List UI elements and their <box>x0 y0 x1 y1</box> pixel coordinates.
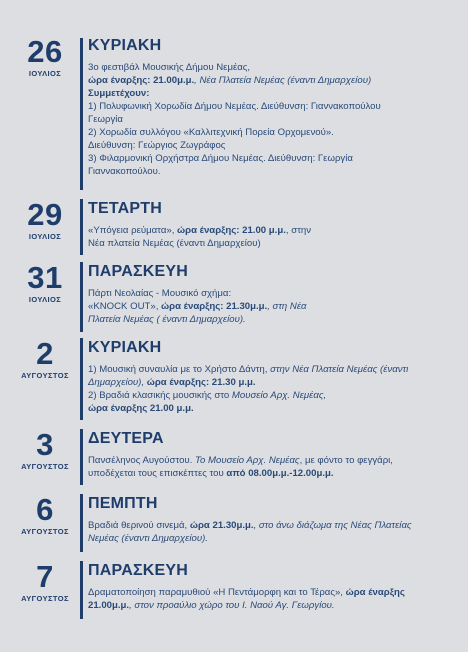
event-day: 6 <box>36 492 54 527</box>
desc-line: Γιαννακοπούλου. <box>88 166 161 177</box>
desc-line: 1) Πολυφωνική Χορωδία Δήμου Νεμέας. Διεύθυνση: Γιαννακοπούλου <box>88 101 381 112</box>
event-content <box>88 561 442 612</box>
event-day: 26 <box>27 34 63 69</box>
desc-line <box>88 224 442 237</box>
event-title: 1) Μουσική συναυλία με το Χρήστο Δάντη, <box>88 364 271 375</box>
start-time: ώρα έναρξης: 21.30μ.μ. <box>161 301 268 312</box>
venue: , Νέα Πλατεία Νεμέας (έναντι Δημαρχείου) <box>194 75 372 86</box>
event-content <box>88 429 442 480</box>
event-content <box>88 494 442 545</box>
desc-line <box>88 300 442 313</box>
event-content <box>88 262 442 326</box>
venue: Νέα πλατεία Νεμέας (έναντι Δημαρχείου) <box>88 238 261 249</box>
event-weekday: ΠΕΜΠΤΗ <box>88 495 158 512</box>
event-weekday: ΚΥΡΙΑΚΗ <box>88 339 162 356</box>
event-description <box>88 224 442 250</box>
event-weekday: ΚΥΡΙΑΚΗ <box>88 37 162 54</box>
event-month: ΑΥΓΟΥΣΤΟΣ <box>21 371 69 380</box>
desc-line <box>88 376 442 389</box>
desc-line: 3) Φιλαρμονική Ορχήστρα Δήμου Νεμέας. Διεύθυνση: Γεωργία <box>88 153 353 164</box>
divider-bar <box>80 494 83 552</box>
venue: Δημαρχείου), <box>88 377 147 388</box>
desc-text: , με φόντο το φεγγάρι, <box>299 455 393 466</box>
event-day: 31 <box>27 260 63 295</box>
event-content <box>88 199 442 250</box>
event-month: ΑΥΓΟΥΣΤΟΣ <box>21 462 69 471</box>
event-title: Πανσέληνος Αυγούστου. <box>88 455 196 466</box>
event-title: Δραματοποίηση παραμυθιού «Η Πεντάμορφη και το Τέρας», <box>88 587 346 598</box>
desc-line <box>88 586 442 599</box>
event-content <box>88 36 442 178</box>
divider-bar <box>80 262 83 332</box>
event-weekday: ΠΑΡΑΣΚΕΥΗ <box>88 263 189 280</box>
date-block <box>12 429 78 471</box>
event-month: ΙΟΥΛΙΟΣ <box>28 295 62 304</box>
event-description <box>88 363 442 415</box>
divider-bar <box>80 561 83 619</box>
divider-bar <box>80 38 83 190</box>
event-day: 3 <box>36 427 54 462</box>
event-month: ΑΥΓΟΥΣΤΟΣ <box>21 527 69 536</box>
desc-line <box>88 467 442 480</box>
desc-text: , στην <box>285 225 312 236</box>
start-time: ώρα 21.30μ.μ. <box>189 520 254 531</box>
desc-line: Γεωργία <box>88 114 123 125</box>
event-month: ΙΟΥΛΙΟΣ <box>28 69 62 78</box>
desc-line: 2) Χορωδία συλλόγου «Καλλιτεχνική Πορεία Ορχομενού». <box>88 127 334 138</box>
event-day: 2 <box>36 336 54 371</box>
desc-line <box>88 519 442 532</box>
start-time: ώρα έναρξης <box>345 587 405 598</box>
date-block <box>12 338 78 380</box>
event-content <box>88 338 442 415</box>
event-day: 7 <box>36 559 54 594</box>
date-block <box>12 36 78 78</box>
event-month: ΑΥΓΟΥΣΤΟΣ <box>21 594 69 603</box>
desc-line <box>88 389 442 402</box>
event-weekday: ΔΕΥΤΕΡΑ <box>88 430 164 447</box>
event-title: «KNOCK OUT», <box>88 301 162 312</box>
date-block <box>12 561 78 603</box>
desc-line <box>88 599 442 612</box>
event-title: 2) Βραδιά κλασικής μουσικής στο <box>88 390 232 401</box>
venue: στην Νέα Πλατεία Νεμέας (έναντι <box>270 364 409 375</box>
event-description <box>88 519 442 545</box>
divider-bar <box>80 199 83 255</box>
venue: Το Μουσείο Αρχ. Νεμέας <box>195 455 300 466</box>
participants-heading: Συμμετέχουν: <box>88 88 150 99</box>
desc-line <box>88 74 442 87</box>
divider-bar <box>80 429 83 485</box>
venue: Μουσείο Αρχ. Νεμέας, <box>231 390 327 401</box>
desc-line: Διεύθυνση: Γεώργιος Ζωγράφος <box>88 140 226 151</box>
event-title: Βραδιά θερινού σινεμά, <box>88 520 190 531</box>
event-weekday: ΤΕΤΑΡΤΗ <box>88 200 162 217</box>
event-description <box>88 61 442 178</box>
event-title: «Υπόγεια ρεύματα», <box>88 225 178 236</box>
venue: , στη Νέα <box>267 301 307 312</box>
desc-text: υποδέχεται τους επισκέπτες του <box>88 468 227 479</box>
event-description <box>88 454 442 480</box>
event-day: 29 <box>27 197 63 232</box>
desc-line: 3ο φεστιβάλ Μουσικής Δήμου Νεμέας, <box>88 62 251 73</box>
venue: Πλατεία Νεμέας ( έναντι Δημαρχείου). <box>88 314 246 325</box>
start-time: ώρα έναρξης: 21.00μ.μ. <box>88 75 195 86</box>
event-weekday: ΠΑΡΑΣΚΕΥΗ <box>88 562 189 579</box>
start-time: από 08.00μ.μ.-12.00μ.μ. <box>226 468 334 479</box>
event-description <box>88 586 442 612</box>
start-time: ώρα έναρξης 21.00 μ.μ. <box>88 403 194 414</box>
date-block <box>12 494 78 536</box>
venue: , στον προαύλιο χώρο του Ι. Ναού Αγ. Γεωργίου. <box>129 600 335 611</box>
start-time: ώρα έναρξης: 21.00 μ.μ. <box>177 225 286 236</box>
divider-bar <box>80 338 83 420</box>
venue: Νεμέας (έναντι Δημαρχείου). <box>88 533 208 544</box>
event-month: ΙΟΥΛΙΟΣ <box>28 232 62 241</box>
event-description <box>88 287 442 326</box>
start-time: ώρα έναρξης: 21.30 μ.μ. <box>146 377 256 388</box>
date-block <box>12 262 78 304</box>
start-time: 21.00μ.μ. <box>88 600 130 611</box>
desc-line <box>88 454 442 467</box>
desc-line <box>88 363 442 376</box>
date-block <box>12 199 78 241</box>
desc-line: Πάρτι Νεολαίας - Μουσικό σχήμα: <box>88 288 232 299</box>
venue: , στο άνω διάζωμα της Νέας Πλατείας <box>253 520 412 531</box>
